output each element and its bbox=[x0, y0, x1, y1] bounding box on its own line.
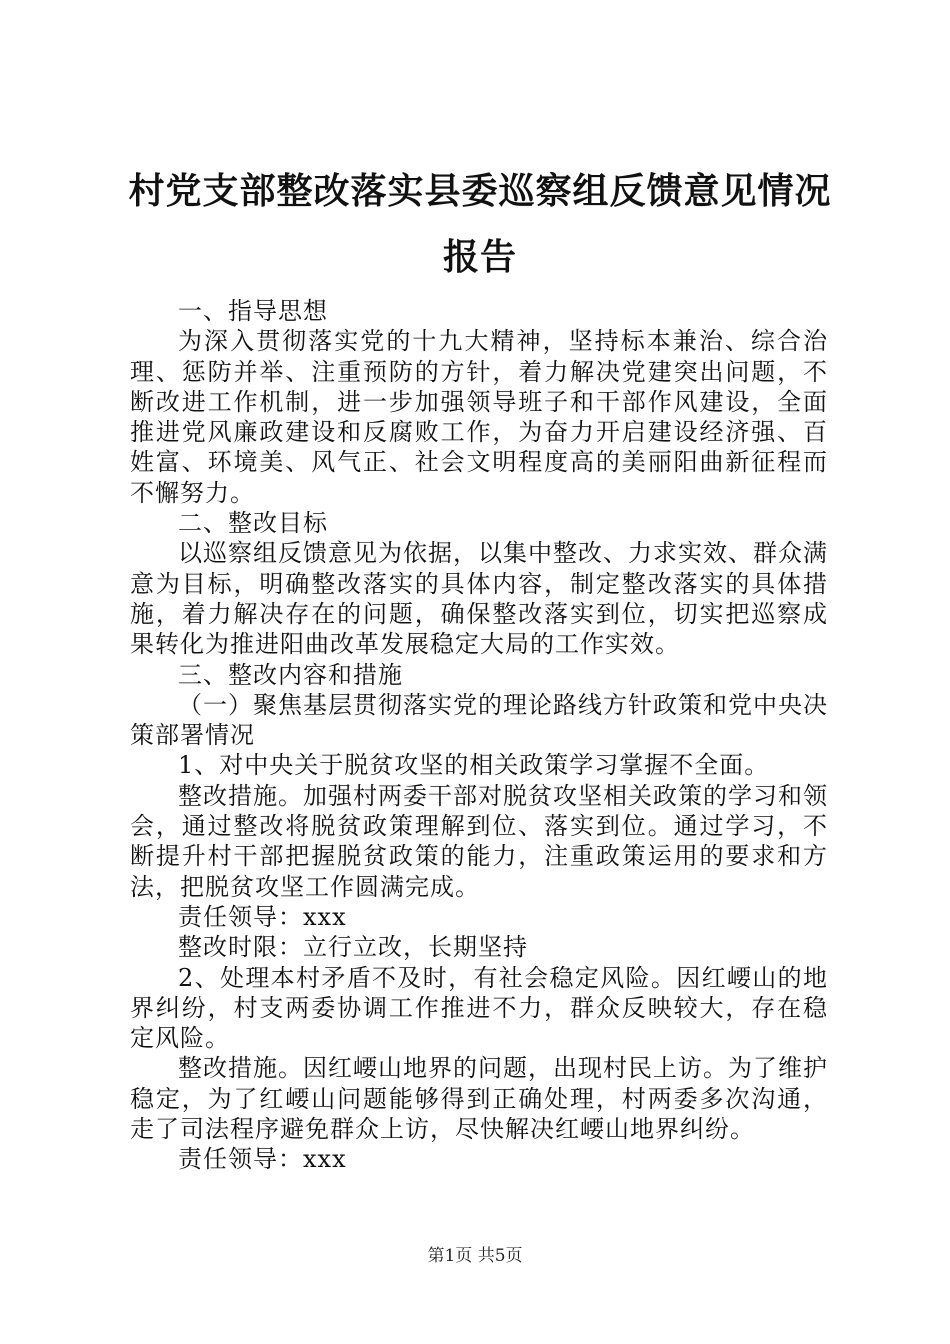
deadline-1: 整改时限：立行立改，长期坚持 bbox=[178, 933, 528, 962]
issue-item-2: 2、处理本村矛盾不及时，有社会稳定风险。因红崾山的地界纠纷，村支两委协调工作推进不力，群众反映较大，存在稳定风险。 bbox=[130, 963, 828, 1053]
paragraph-rectification-goals: 以巡察组反馈意见为依据，以集中整改、力求实效、群众满意为目标，明确整改落实的具体内容，制定整改落实的具体措施，着力解决存在的问题，确保整改落实到位，切实把巡察成果转化为推进阳曲改革发展稳定大局的工作实效。 bbox=[130, 539, 828, 659]
section-heading-content-and-measures: 三、整改内容和措施 bbox=[178, 660, 403, 689]
measures-paragraph-1: 整改措施。加强村两委干部对脱贫攻坚相关政策的学习和领会，通过整改将脱贫政策理解到位、落实到位。通过学习，不断提升村干部把握脱贫政策的能力，注重政策运用的要求和方法，把脱贫攻坚工作圆满完成。 bbox=[130, 781, 828, 901]
measures-paragraph-2: 整改措施。因红崾山地界的问题，出现村民上访。为了维护稳定，为了红崾山问题能够得到正确处理，村两委多次沟通，走了司法程序避免群众上访，尽快解决红崾山地界纠纷。 bbox=[130, 1054, 828, 1144]
section-heading-rectification-goals: 二、整改目标 bbox=[178, 509, 328, 538]
section-heading-guiding-ideology: 一、指导思想 bbox=[178, 297, 328, 325]
responsible-leader-1: 责任领导：xxx bbox=[178, 902, 347, 931]
document-body bbox=[130, 296, 828, 1175]
paragraph-guiding-ideology: 为深入贯彻落实党的十九大精神，坚持标本兼治、综合治理、惩防并举、注重预防的方针，着力解决党建突出问题，不断改进工作机制，进一步加强领导班子和干部作风建设，全面推进党风廉政建设和反腐败工作，为奋力开启建设经济强、百姓富、环境美、风气正、社会文明程度高的美丽阳曲新征程而不懈努力。 bbox=[130, 327, 828, 507]
issue-item-1: 1、对中央关于脱贫攻坚的相关政策学习掌握不全面。 bbox=[178, 751, 770, 780]
page-number-footer: 第1页 共5页 bbox=[427, 1246, 523, 1266]
document-title: 村党支部整改落实县委巡察组反馈意见情况报告 bbox=[128, 170, 832, 278]
subsection-heading-one: （一）聚焦基层贯彻落实党的理论路线方针政策和党中央决策部署情况 bbox=[130, 690, 828, 750]
responsible-leader-2: 责任领导：xxx bbox=[178, 1145, 347, 1174]
